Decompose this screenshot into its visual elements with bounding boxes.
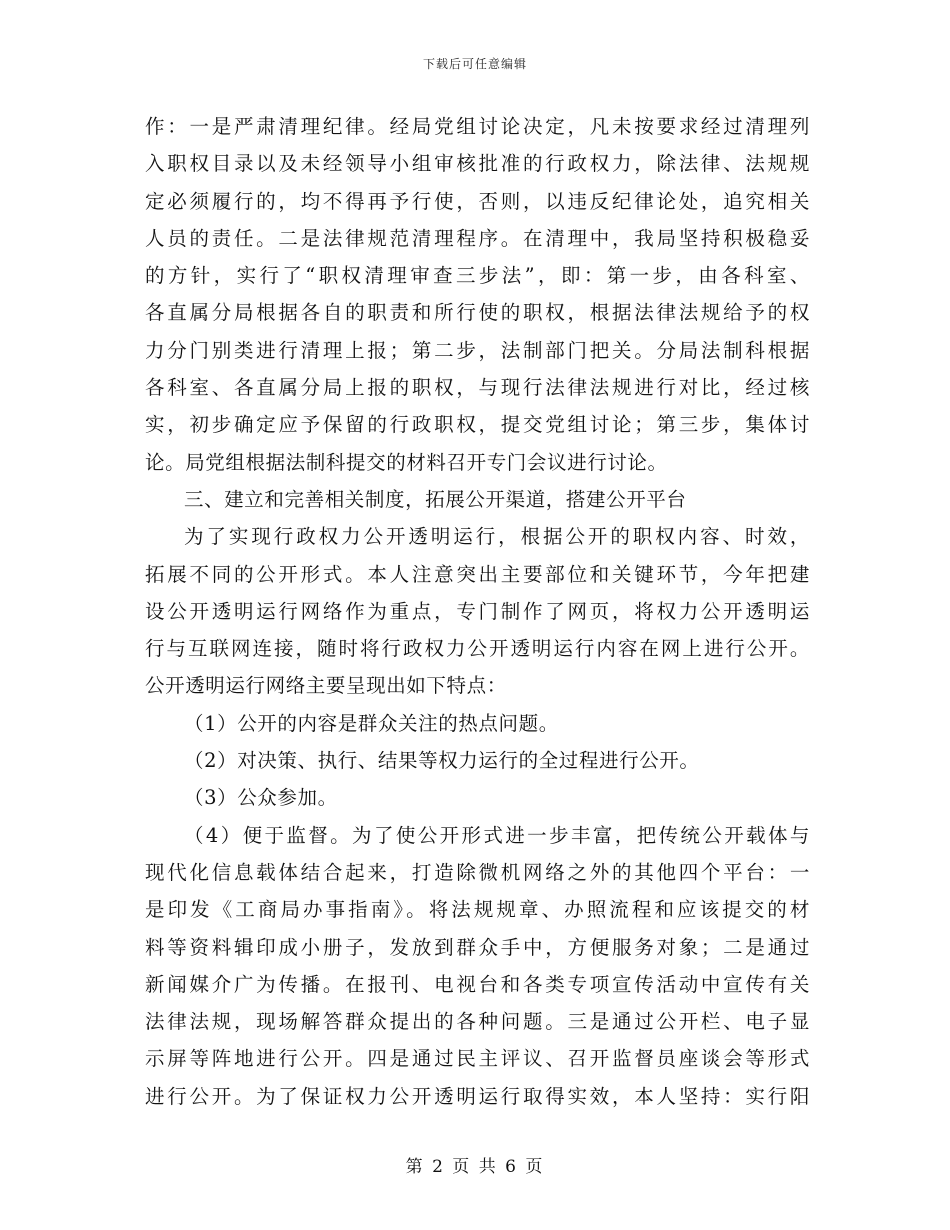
text-line: 定必须履行的，均不得再予行使，否则，以违反纪律论处，追究相关 [145, 189, 810, 213]
text-line: 人员的责任。二是法律规范清理程序。在清理中，我局坚持积极稳妥 [145, 226, 810, 250]
page-header: 下载后可任意编辑 [422, 57, 527, 71]
text-line: 各直属分局根据各自的职责和所行使的职权，根据法律法规给予的权 [145, 301, 810, 325]
text-line: 力分门别类进行清理上报；第二步，法制部门把关。分局法制科根据 [145, 338, 810, 362]
text-line: 拓展不同的公开形式。本人注意突出主要部位和关键环节，今年把建 [145, 562, 810, 586]
text-line: 论。局党组根据法制科提交的材料召开专门会议进行讨论。 [145, 450, 668, 474]
text-line: 的方针，实行了“职权清理审查三步法”，即：第一步，由各科室、 [145, 264, 810, 288]
text-line: 是印发《工商局办事指南》。将法规规章、办照流程和应该提交的材 [145, 898, 810, 922]
page-footer: 第 2 页 共 6 页 [405, 1157, 545, 1177]
text-line: 公开透明运行网络主要呈现出如下特点： [145, 674, 507, 698]
text-line: 新闻媒介广为传播。在报刊、电视台和各类专项宣传活动中宣传有关 [145, 972, 810, 996]
text-line: （2）对决策、执行、结果等权力运行的全过程进行公开。 [184, 749, 700, 773]
text-line: 行与互联网连接，随时将行政权力公开透明运行内容在网上进行公开。 [145, 637, 810, 661]
text-line: 入职权目录以及未经领导小组审核批准的行政权力，除法律、法规规 [145, 152, 810, 176]
text-line: 三、建立和完善相关制度，拓展公开渠道，搭建公开平台 [184, 487, 687, 511]
text-line: （3）公众参加。 [184, 786, 338, 810]
text-line: 进行公开。为了保证权力公开透明运行取得实效，本人坚持：实行阳 [145, 1084, 810, 1108]
text-line: 法律法规，现场解答群众提出的各种问题。三是通过公开栏、电子显 [145, 1010, 810, 1034]
text-line: （4）便于监督。为了使公开形式进一步丰富，把传统公开载体与 [184, 823, 810, 847]
text-line: 作：一是严肃清理纪律。经局党组讨论决定，凡未按要求经过清理列 [145, 115, 810, 138]
text-line: 料等资料辑印成小册子，发放到群众手中，方便服务对象；二是通过 [145, 935, 810, 959]
text-line: 示屏等阵地进行公开。四是通过民主评议、召开监督员座谈会等形式 [145, 1047, 810, 1071]
text-line: （1）公开的内容是群众关注的热点问题。 [184, 711, 559, 735]
text-line: 实，初步确定应予保留的行政职权，提交党组讨论；第三步，集体讨 [145, 413, 810, 437]
text-line: 现代化信息载体结合起来，打造除微机网络之外的其他四个平台：一 [145, 860, 810, 884]
text-line: 各科室、各直属分局上报的职权，与现行法律法规进行对比，经过核 [145, 376, 810, 400]
document-body [145, 108, 810, 1115]
text-line: 设公开透明运行网络作为重点，专门制作了网页，将权力公开透明运 [145, 599, 810, 623]
text-line: 为了实现行政权力公开透明运行，根据公开的职权内容、时效， [184, 525, 810, 549]
